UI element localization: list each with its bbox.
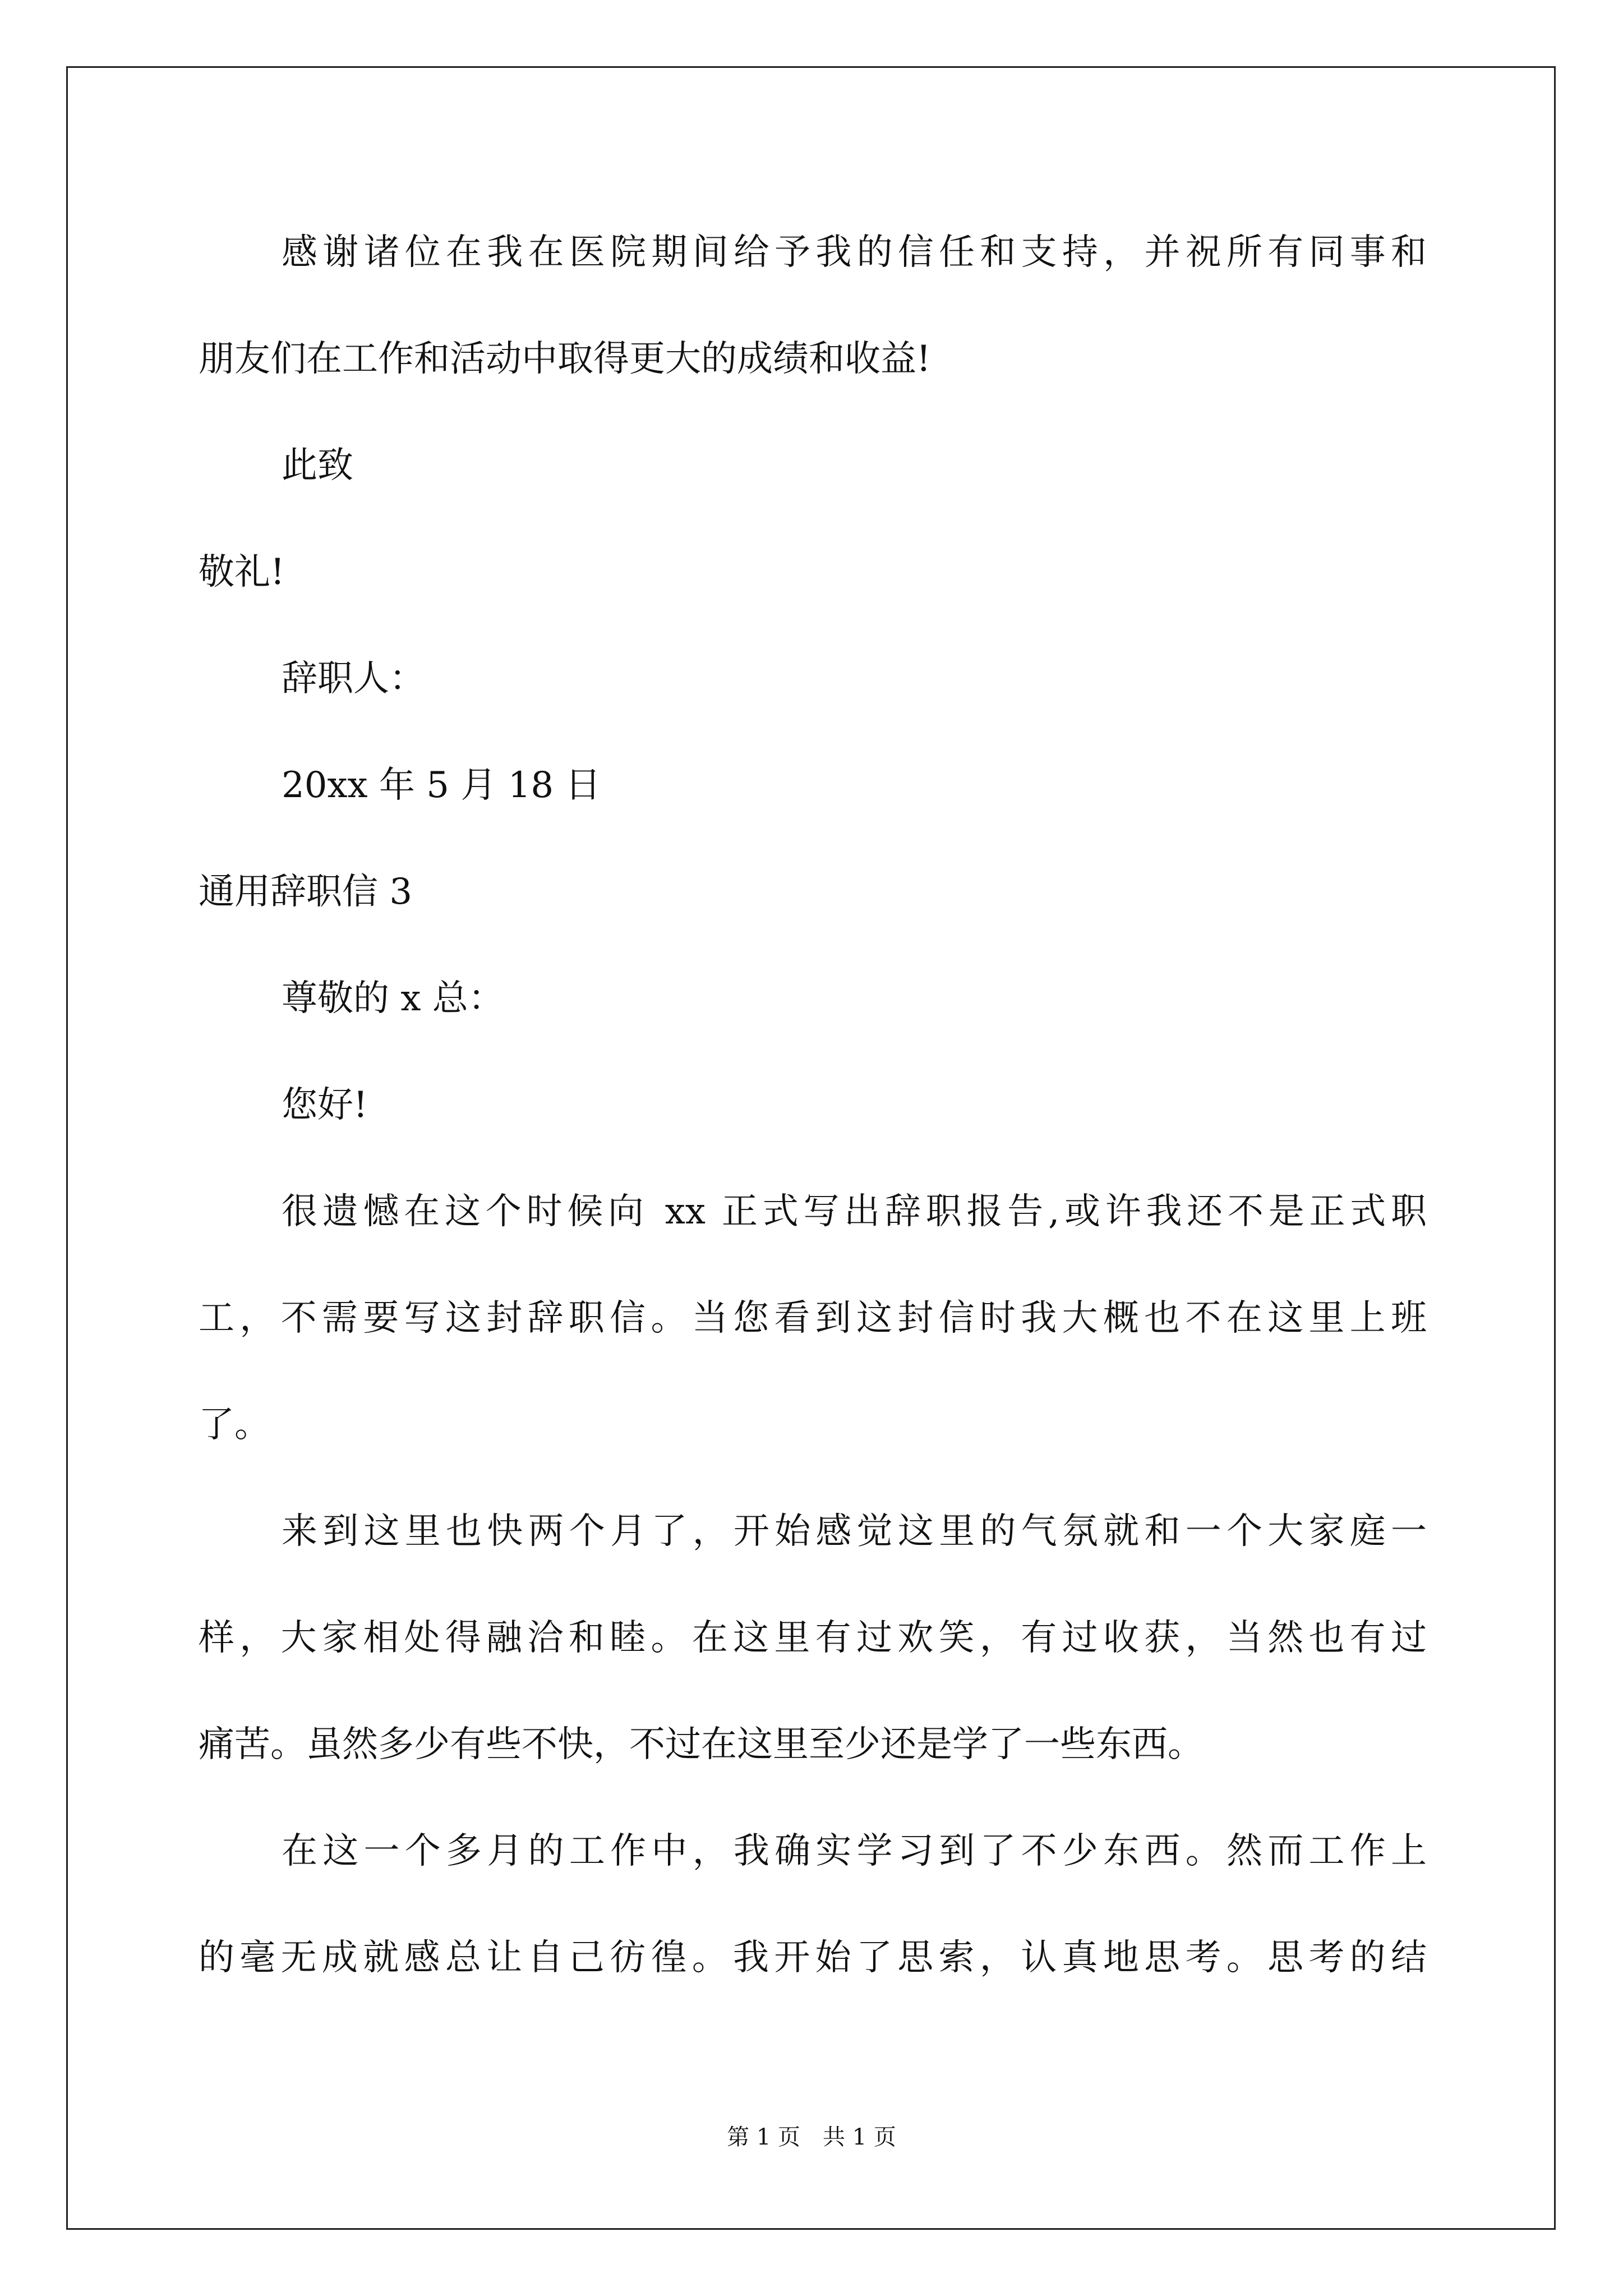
document-line: 工，不需要写这封辞职信。当您看到这封信时我大概也不在这里上班: [199, 1297, 1427, 1339]
document-line: 朋友们在工作和活动中取得更大的成绩和收益!: [199, 338, 931, 380]
document-line: 您好!: [282, 1084, 368, 1126]
document-line: 尊敬的 x 总：: [282, 978, 504, 1019]
document-line: 感谢诸位在我在医院期间给予我的信任和支持，并祝所有同事和: [282, 232, 1427, 273]
document-line: 的毫无成就感总让自己彷徨。我开始了思索，认真地思考。思考的结: [199, 1937, 1427, 1978]
document-line: 样，大家相处得融洽和睦。在这里有过欢笑，有过收获，当然也有过: [199, 1617, 1427, 1659]
page-border: [66, 66, 1556, 2230]
document-line: 辞职人：: [282, 658, 425, 700]
document-line: 20xx 年 5 月 18 日: [282, 765, 601, 806]
document-line: 此致: [282, 445, 353, 486]
document-line: 来到这里也快两个月了，开始感觉这里的气氛就和一个大家庭一: [282, 1511, 1427, 1552]
document-line: 了。: [199, 1404, 270, 1446]
document-line: 通用辞职信 3: [199, 871, 413, 913]
document-line: 痛苦。虽然多少有些不快，不过在这里至少还是学了一些东西。: [199, 1724, 1204, 1765]
page-footer: 第 1 页 共 1 页: [727, 2124, 896, 2150]
document-line: 很遗憾在这个时候向 xx 正式写出辞职报告,或许我还不是正式职: [282, 1191, 1427, 1232]
document-line: 在这一个多月的工作中，我确实学习到了不少东西。然而工作上: [282, 1830, 1427, 1872]
document-line: 敬礼!: [199, 551, 285, 593]
